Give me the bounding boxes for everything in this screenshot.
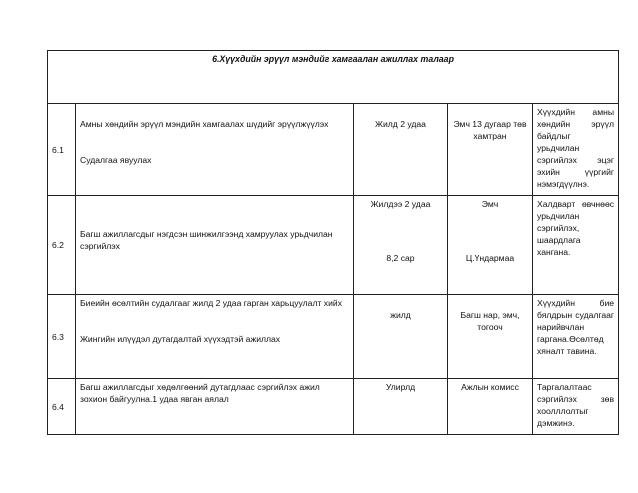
activity-description (76, 295, 354, 379)
activity-line: Багш ажиллагсдыг нэгдсэн шинжилгээнд хамруулах урьдчилан сэргийлэх (80, 229, 333, 251)
table-row (48, 379, 619, 435)
activity-line: Жингийн илүүдэл дутагдалтай хүүхэдтэй ажиллах (80, 334, 281, 344)
activity-description (76, 379, 354, 435)
row-number: 6.3 (48, 295, 76, 379)
responsible-value: Ц.Үндармаа (465, 253, 515, 263)
activity-description (76, 196, 354, 295)
time-value: 8,2 сар (386, 253, 415, 263)
row-number: 6.2 (48, 196, 76, 295)
activity-responsible (448, 196, 533, 295)
activity-time (354, 295, 448, 379)
row-number: 6.1 (48, 104, 76, 196)
activity-line: Амны хөндийн эрүүл мэндийн хамгаалах шүдийг эрүүлжүүлэх (80, 119, 329, 129)
activity-description (76, 104, 354, 196)
activity-time (354, 104, 448, 196)
activity-responsible (448, 295, 533, 379)
activity-line: Судалгаа явуулах (80, 155, 152, 165)
activity-result: Хүүхдийн амны хөндийн эрүүл байдлыг урьдчилан сэргийлэх эцэг эхийн үүргийг нэмэгдүүлнэ. (533, 104, 619, 196)
activity-responsible: Ажлын комисс (448, 379, 533, 435)
table-row (48, 295, 619, 379)
activity-result: Таргалалтаас сэргийлэх зөв хоолллолтыг дэмжинэ. (533, 379, 619, 435)
table-title: 6.Хүүхдийн эрүүл мэндийг хамгаалан ажиллах талаар (48, 51, 619, 104)
activity-responsible (448, 104, 533, 196)
table-row (48, 104, 619, 196)
activity-time: Улирлд (354, 379, 448, 435)
table-header-row (48, 51, 619, 104)
activity-line: Багш ажиллагсдыг хөдөлгөөний дутагдлаас сэргийлэх ажил зохион байгуулна.1 удаа явган аялал (80, 382, 320, 404)
activity-result: Хүүхдийн бие бялдрын судалгааг нарийвчлан гаргана.Өсөлтөд хяналт тавина. (533, 295, 619, 379)
time-value: Жилд 2 удаа (375, 119, 426, 129)
responsible-value: Эмч 13 дугаар төв хамтран (453, 119, 527, 141)
responsible-value: Эмч (481, 199, 499, 209)
row-number: 6.4 (48, 379, 76, 435)
health-plan-table (47, 50, 619, 435)
time-value: Жилдээ 2 удаа (370, 199, 431, 209)
activity-time (354, 196, 448, 295)
responsible-value: Багш нар, эмч, тогооч (460, 310, 520, 332)
activity-line: Биеийн өсөлтийн судалгааг жилд 2 удаа гарган харьцуулалт хийх (80, 298, 342, 308)
time-value: жилд (390, 310, 411, 320)
activity-result: Халдварт өвчнөөс урьдчилан сэргийлэх, шаардлага хангана. (533, 196, 619, 295)
table-row (48, 196, 619, 295)
